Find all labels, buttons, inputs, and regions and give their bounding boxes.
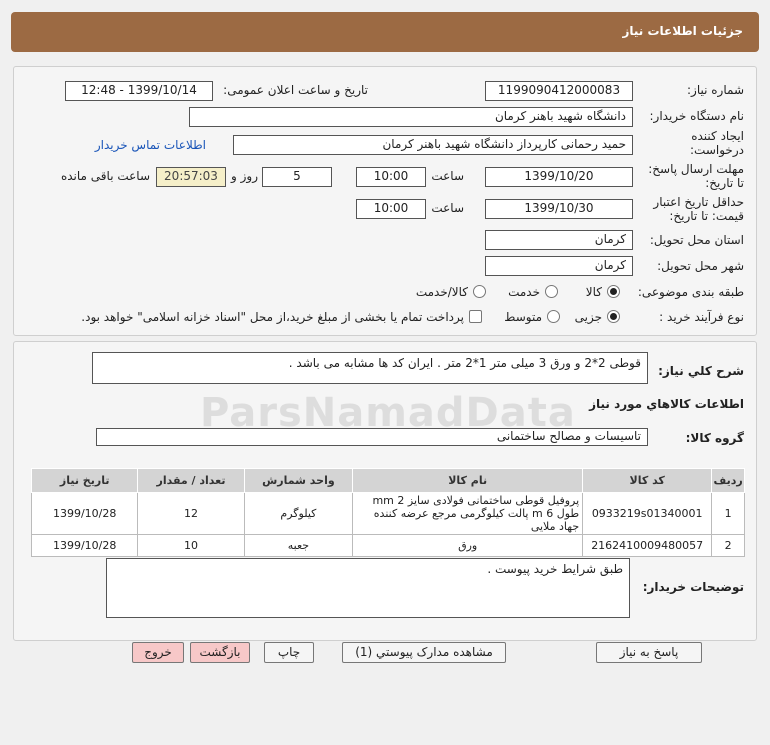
goods-group-label: گروه کالا: xyxy=(685,431,744,445)
category-goods-radio[interactable] xyxy=(607,285,620,298)
category-both-radio[interactable] xyxy=(473,285,486,298)
col-name: نام کالا xyxy=(353,469,583,493)
watermark-logo: ParsNamadData xyxy=(200,390,576,436)
col-code: کد کالا xyxy=(583,469,712,493)
row-name: پروفیل قوطی ساختمانی فولادی سایز mm 2 طول m 6 پالت کیلوگرمی مرجع عرضه کننده جهاد ملایی xyxy=(353,493,583,535)
row-qty: 10 xyxy=(138,535,244,557)
purchase-medium-label: متوسط xyxy=(504,310,542,324)
row-index: 2 xyxy=(712,535,745,557)
purchase-small-label: جزیی xyxy=(574,310,602,324)
row-date: 1399/10/28 xyxy=(32,535,138,557)
days-field: 5 xyxy=(262,167,332,187)
table-row xyxy=(32,535,745,557)
creator-field: حمید رحمانی کارپرداز دانشگاه شهید باهنر کرمان xyxy=(233,135,633,155)
purchase-small-radio[interactable] xyxy=(607,310,620,323)
row-qty: 12 xyxy=(138,493,244,535)
print-button[interactable]: چاپ xyxy=(264,642,314,663)
remaining-time-field: 20:57:03 xyxy=(156,167,226,187)
category-service-radio[interactable] xyxy=(545,285,558,298)
category-goods-label: کالا xyxy=(585,285,602,299)
days-label: روز و xyxy=(231,169,258,183)
row-date: 1399/10/28 xyxy=(32,493,138,535)
validity-date-field: 1399/10/30 xyxy=(485,199,633,219)
treasury-payment-checkbox[interactable] xyxy=(469,310,482,323)
need-number-label: شماره نیاز: xyxy=(687,83,744,97)
goods-group-field: تاسیسات و مصالح ساختمانی xyxy=(96,428,648,446)
page-title: جزئیات اطلاعات نیاز xyxy=(11,12,759,52)
buyer-org-field: دانشگاه شهید باهنر کرمان xyxy=(189,107,633,127)
validity-time-field: 10:00 xyxy=(356,199,426,219)
buyer-notes-box: طبق شرایط خرید پیوست . xyxy=(106,558,630,618)
exit-button[interactable]: خروج xyxy=(132,642,184,663)
need-details-panel xyxy=(13,341,757,641)
col-unit: واحد شمارش xyxy=(244,469,352,493)
reply-time-label: ساعت xyxy=(431,169,464,183)
category-both-label: کالا/خدمت xyxy=(415,285,468,299)
reply-deadline-label: مهلت ارسال پاسخ: تا تاریخ: xyxy=(648,162,744,190)
row-code: 0933219s01340001 xyxy=(583,493,712,535)
row-unit: کیلوگرم xyxy=(244,493,352,535)
validity-label: حداقل تاریخ اعتبار قیمت: تا تاریخ: xyxy=(653,195,744,223)
reply-time-field: 10:00 xyxy=(356,167,426,187)
table-row xyxy=(32,493,745,535)
need-description-label: شرح کلي نياز: xyxy=(658,364,744,378)
row-index: 1 xyxy=(712,493,745,535)
treasury-payment-note: پرداخت تمام یا بخشی از مبلغ خرید،از محل "اسناد خزانه اسلامی" خواهد بود. xyxy=(81,310,464,324)
validity-time-label: ساعت xyxy=(431,201,464,215)
col-date: تاریخ نیاز xyxy=(32,469,138,493)
reply-date-field: 1399/10/20 xyxy=(485,167,633,187)
city-field: کرمان xyxy=(485,256,633,276)
attachments-button[interactable]: مشاهده مدارک پیوستي (1) xyxy=(342,642,506,663)
col-qty: تعداد / مقدار xyxy=(138,469,244,493)
reply-button[interactable]: پاسخ به نیاز xyxy=(596,642,702,663)
request-info-panel xyxy=(13,66,757,336)
row-unit: جعبه xyxy=(244,535,352,557)
row-code: 2162410009480057 xyxy=(583,535,712,557)
category-service-label: خدمت xyxy=(508,285,540,299)
back-button[interactable]: بازگشت xyxy=(190,642,250,663)
purchase-type-label: نوع فرآیند خرید : xyxy=(659,310,744,324)
creator-label: ایجاد کننده درخواست: xyxy=(690,129,744,157)
province-field: کرمان xyxy=(485,230,633,250)
goods-info-title: اطلاعات کالاهاي مورد نياز xyxy=(589,397,744,411)
need-number-field: 1199090412000083 xyxy=(485,81,633,101)
buyer-org-label: نام دستگاه خریدار: xyxy=(649,109,744,123)
category-label: طبقه بندی موضوعی: xyxy=(637,285,744,299)
remaining-label: ساعت باقی مانده xyxy=(60,169,150,183)
purchase-medium-radio[interactable] xyxy=(547,310,560,323)
city-label: شهر محل تحویل: xyxy=(657,259,744,273)
announce-field: 1399/10/14 - 12:48 xyxy=(65,81,213,101)
province-label: استان محل تحویل: xyxy=(649,233,744,247)
row-name: ورق xyxy=(353,535,583,557)
buyer-contact-link[interactable]: اطلاعات تماس خریدار xyxy=(94,138,206,152)
announce-label: تاریخ و ساعت اعلان عمومی: xyxy=(223,83,368,97)
goods-table xyxy=(31,468,745,557)
need-description-box: قوطی 2*2 و ورق 3 میلی متر 1*2 متر . ایران کد ها مشابه می باشد . xyxy=(92,352,648,384)
col-index: ردیف xyxy=(712,469,745,493)
buyer-notes-label: توضیحات خریدار: xyxy=(642,580,744,594)
